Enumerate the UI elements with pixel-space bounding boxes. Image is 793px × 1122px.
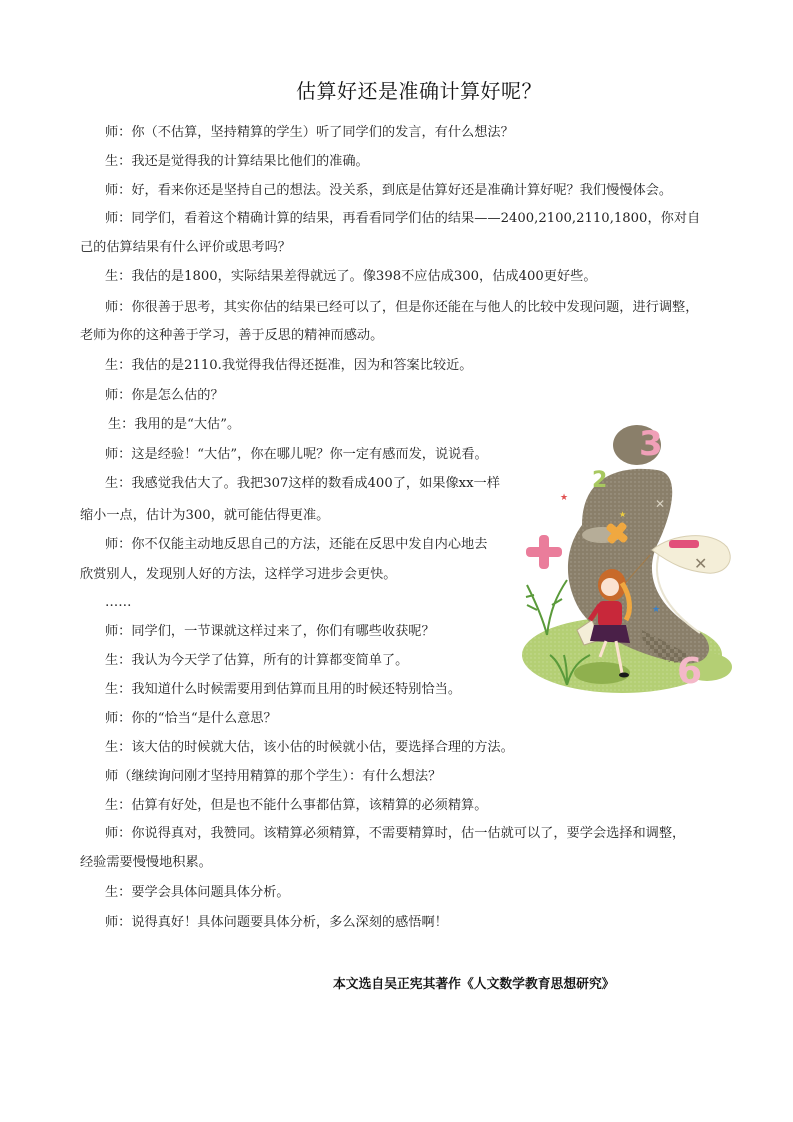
- plus-icon: [526, 535, 562, 569]
- multiply-gray-icon: ✕: [694, 554, 708, 573]
- dialogue-line: 师：你很善于思考，其实你估的结果已经可以了，但是你还能在与他人的比较中发现问题，进行调整，: [105, 300, 699, 315]
- dialogue-line: 生：我感觉我估大了。我把307这样的数看成400了，如果像xx一样: [105, 476, 500, 491]
- dialogue-line: 师：同学们，一节课就这样过来了，你们有哪些收获呢？: [105, 624, 435, 639]
- number-two-icon: 2: [592, 468, 608, 493]
- minus-icon: [669, 540, 699, 548]
- dialogue-line: 师：你不仅能主动地反思自己的方法，还能在反思中发自内心地去: [105, 537, 488, 552]
- dialogue-line: 师：你（不估算，坚持精算的学生）听了同学们的发言，有什么想法？: [105, 125, 514, 140]
- dialogue-line: 师：你是怎么估的？: [105, 388, 224, 403]
- dialogue-line: 己的估算结果有什么评价或思考吗？: [80, 240, 291, 255]
- dialogue-line: 生：我还是觉得我的计算结果比他们的准确。: [105, 154, 369, 169]
- dialogue-line: 生：我用的是“大估”。: [108, 417, 241, 432]
- dialogue-line: 生：要学会具体问题具体分析。: [105, 885, 290, 900]
- dialogue-line: 生：估算有好处，但是也不能什么事都估算，该精算的必须精算。: [105, 798, 488, 813]
- dialogue-line: 生：我认为今天学了估算，所有的计算都变简单了。: [105, 653, 409, 668]
- multiply-small-icon: ✕: [655, 497, 666, 511]
- dialogue-line: ……: [105, 595, 132, 610]
- dialogue-line: 师：你说得真对，我赞同。该精算必须精算，不需要精算时，估一估就可以了，要学会选择和调整，: [105, 826, 686, 841]
- dialogue-line: 生：我估的是2110.我觉得我估得还挺准，因为和答案比较近。: [105, 358, 473, 373]
- dialogue-line: 师：你的“恰当“是什么意思？: [105, 711, 277, 726]
- dialogue-line: 生：我知道什么时候需要用到估算而且用的时候还特别恰当。: [105, 682, 462, 697]
- dialogue-line: 生：该大估的时候就大估，该小估的时候就小估，要选择合理的方法。: [105, 740, 514, 755]
- dialogue-line: 老师为你的这种善于学习，善于反思的精神而感动。: [80, 328, 384, 343]
- dialogue-line: 生：我估的是1800，实际结果差得就远了。像398不应估成300，估成400更好些。: [105, 269, 597, 284]
- star-yellow-icon: ★: [619, 510, 627, 519]
- dialogue-line: 缩小一点，估计为300，就可能估得更准。: [80, 508, 330, 523]
- star-blue-icon: ★: [652, 605, 661, 615]
- dialogue-line: 欣赏别人，发现别人好的方法，这样学习进步会更快。: [80, 567, 397, 582]
- dialogue-line: 师：同学们，看着这个精确计算的结果，再看看同学们估的结果——2400,2100,2110,1800，你对自: [105, 211, 701, 226]
- math-girl-illustration: [522, 405, 737, 700]
- number-six-icon: 6: [677, 651, 703, 692]
- svg-text:3: 3: [639, 424, 663, 464]
- dialogue-line: 师（继续询问刚才坚持用精算的那个学生）：有什么想法？: [105, 769, 442, 784]
- number-three-icon: [613, 424, 663, 465]
- source-credit: 本文选自吴正宪其著作《人文数学教育思想研究》: [333, 977, 615, 992]
- star-red-icon: ★: [560, 493, 569, 503]
- dialogue-line: 经验需要慢慢地积累。: [80, 855, 212, 870]
- dialogue-line: 师：好，看来你还是坚持自己的想法。没关系，到底是估算好还是准确计算好呢？我们慢慢体会。: [105, 183, 673, 198]
- dialogue-line: 师：这是经验！“大估”，你在哪儿呢？你一定有感而发，说说看。: [105, 447, 488, 462]
- speech-bubble-icon: [652, 536, 730, 574]
- document-title: 估算好还是准确计算好呢？: [296, 79, 542, 103]
- dialogue-line: 师：说得真好！具体问题要具体分析，多么深刻的感悟啊！: [105, 915, 448, 930]
